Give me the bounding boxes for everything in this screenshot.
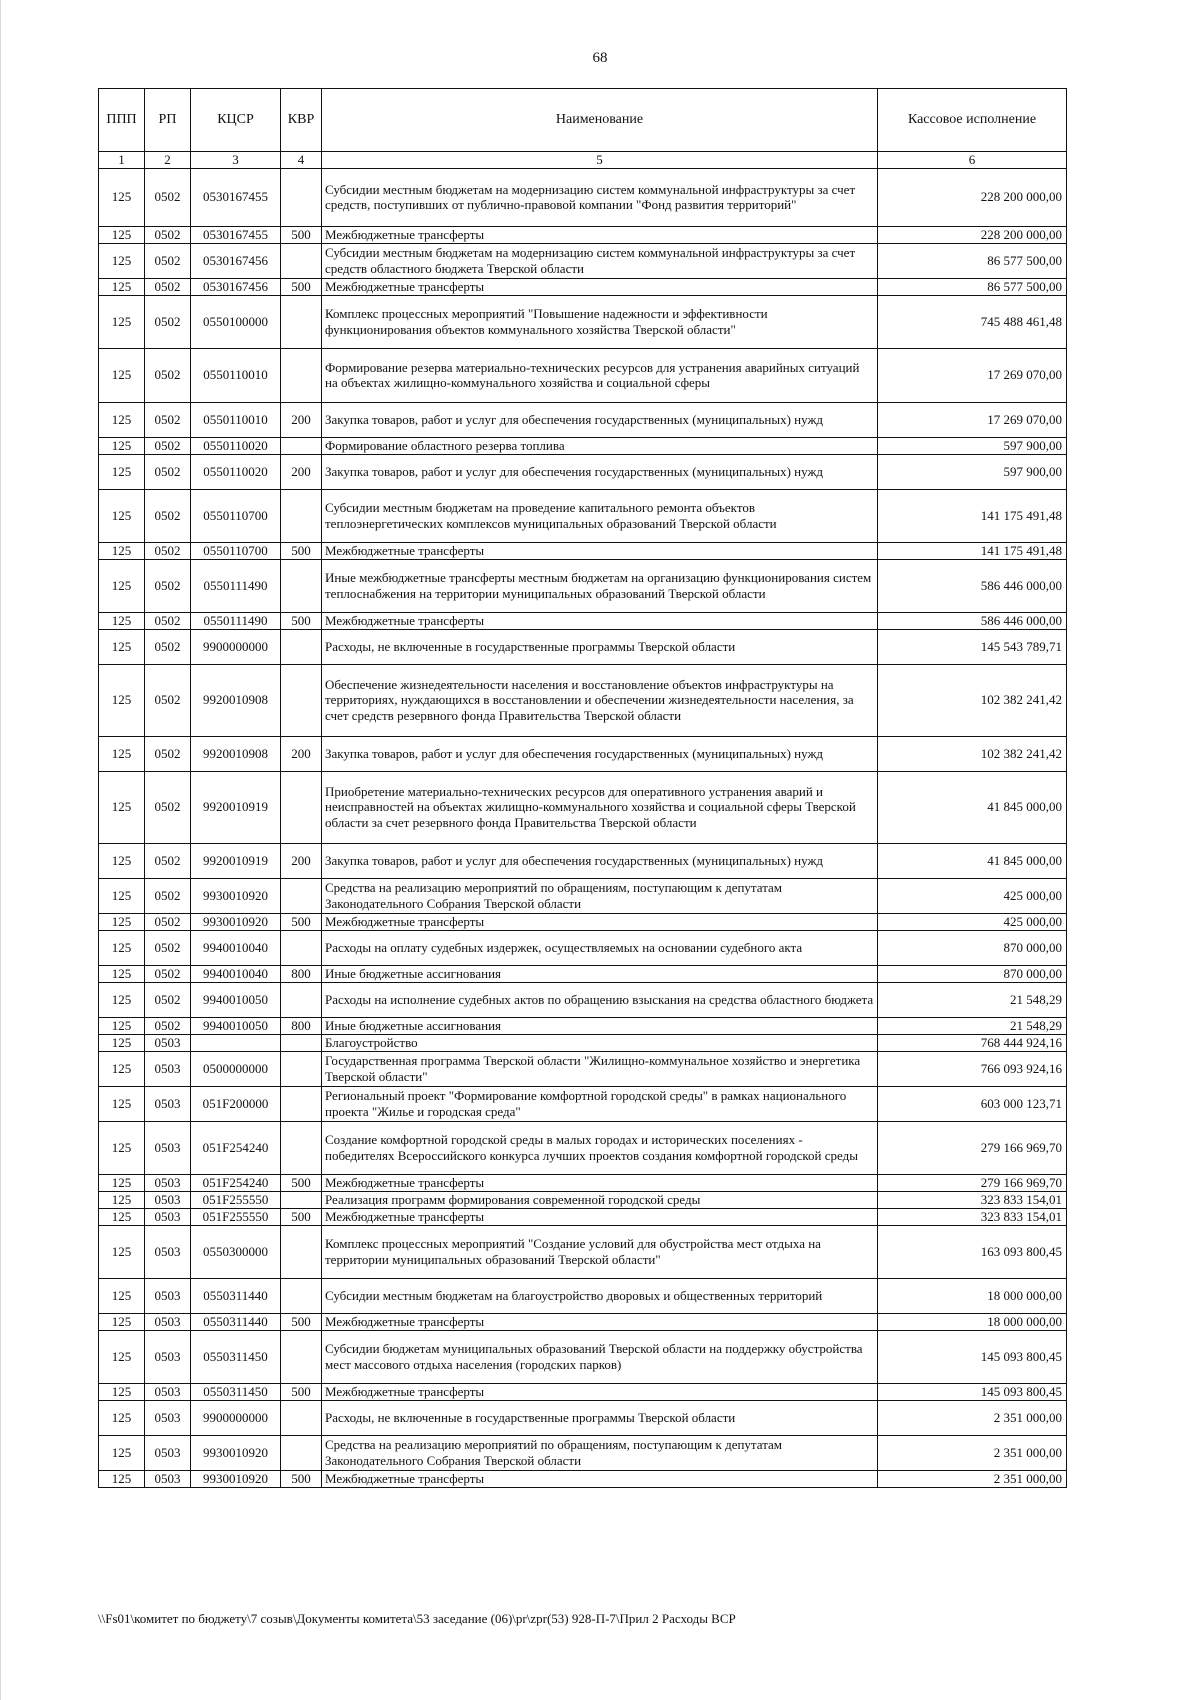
table-row [99, 1051, 1067, 1086]
cell-rp: 0502 [145, 843, 191, 878]
cell-name: Региональный проект "Формирование комфортной городской среды" в рамках национального проекта "Жилье и городская среда" [322, 1086, 878, 1121]
cell-amount: 18 000 000,00 [878, 1278, 1067, 1313]
cell-rp: 0503 [145, 1225, 191, 1278]
table-row [99, 454, 1067, 489]
table-row [99, 736, 1067, 771]
cell-kcsr: 9930010920 [191, 1435, 281, 1470]
cell-ppp: 125 [99, 295, 145, 348]
cell-rp: 0502 [145, 489, 191, 542]
cell-amount: 86 577 500,00 [878, 278, 1067, 295]
table-row [99, 982, 1067, 1017]
cell-amount: 145 093 800,45 [878, 1330, 1067, 1383]
table-row [99, 1383, 1067, 1400]
cell-name: Субсидии местным бюджетам на благоустройство дворовых и общественных территорий [322, 1278, 878, 1313]
cell-amount: 18 000 000,00 [878, 1313, 1067, 1330]
cell-name: Межбюджетные трансферты [322, 1208, 878, 1225]
cell-kvr: 200 [281, 736, 322, 771]
cell-rp: 0503 [145, 1400, 191, 1435]
cell-kvr [281, 295, 322, 348]
table-row [99, 1034, 1067, 1051]
cell-rp: 0502 [145, 664, 191, 736]
cell-amount: 323 833 154,01 [878, 1208, 1067, 1225]
cell-name: Межбюджетные трансферты [322, 278, 878, 295]
cell-ppp: 125 [99, 1208, 145, 1225]
cell-ppp: 125 [99, 402, 145, 437]
cell-ppp: 125 [99, 1086, 145, 1121]
cell-rp: 0502 [145, 1017, 191, 1034]
table-row [99, 629, 1067, 664]
cell-kcsr: 0530167455 [191, 226, 281, 243]
cell-ppp: 125 [99, 771, 145, 843]
cell-kvr [281, 243, 322, 278]
cell-kcsr [191, 1034, 281, 1051]
table-row [99, 612, 1067, 629]
cell-name: Субсидии местным бюджетам на модернизацию систем коммунальной инфраструктуры за счет средств, поступивших от публично-правовой компании "Фонд развития территорий" [322, 168, 878, 226]
cell-kcsr: 0550110020 [191, 454, 281, 489]
cell-rp: 0503 [145, 1383, 191, 1400]
cell-rp: 0503 [145, 1435, 191, 1470]
table-row [99, 664, 1067, 736]
table-row [99, 348, 1067, 402]
table-row [99, 913, 1067, 930]
cell-amount: 17 269 070,00 [878, 348, 1067, 402]
cell-rp: 0502 [145, 542, 191, 559]
cell-kvr: 500 [281, 226, 322, 243]
cell-kvr: 500 [281, 542, 322, 559]
cell-kcsr: 9930010920 [191, 878, 281, 913]
cell-amount: 145 543 789,71 [878, 629, 1067, 664]
cell-kvr: 200 [281, 843, 322, 878]
column-number: 5 [322, 152, 878, 169]
cell-ppp: 125 [99, 1225, 145, 1278]
cell-rp: 0503 [145, 1051, 191, 1086]
cell-amount: 141 175 491,48 [878, 542, 1067, 559]
cell-kvr: 800 [281, 1017, 322, 1034]
cell-ppp: 125 [99, 1470, 145, 1487]
cell-rp: 0503 [145, 1191, 191, 1208]
cell-amount: 102 382 241,42 [878, 664, 1067, 736]
cell-amount: 41 845 000,00 [878, 771, 1067, 843]
cell-ppp: 125 [99, 612, 145, 629]
cell-ppp: 125 [99, 1278, 145, 1313]
cell-name: Средства на реализацию мероприятий по обращениям, поступающим к депутатам Законодательного Собрания Тверской области [322, 878, 878, 913]
column-number: 4 [281, 152, 322, 169]
cell-rp: 0502 [145, 278, 191, 295]
footer-file-path: \\Fs01\комитет по бюджету\7 созыв\Документы комитета\53 заседание (06)\pr\zpr(53) 928-П-7\Прил 2 Расходы ВСР [98, 1611, 736, 1626]
cell-kvr [281, 559, 322, 612]
cell-ppp: 125 [99, 489, 145, 542]
cell-kvr: 800 [281, 965, 322, 982]
cell-kcsr: 9930010920 [191, 1470, 281, 1487]
cell-rp: 0502 [145, 930, 191, 965]
cell-kcsr: 0550311440 [191, 1278, 281, 1313]
cell-amount: 41 845 000,00 [878, 843, 1067, 878]
cell-kcsr: 0550110020 [191, 437, 281, 454]
cell-ppp: 125 [99, 542, 145, 559]
header-name: Наименование [322, 89, 878, 152]
cell-rp: 0502 [145, 437, 191, 454]
cell-name: Закупка товаров, работ и услуг для обеспечения государственных (муниципальных) нужд [322, 454, 878, 489]
page-number: 68 [592, 50, 608, 66]
cell-ppp: 125 [99, 1435, 145, 1470]
cell-kvr [281, 1051, 322, 1086]
table-row [99, 878, 1067, 913]
header-amount: Кассовое исполнение [878, 89, 1067, 152]
cell-kvr: 500 [281, 913, 322, 930]
cell-name: Расходы, не включенные в государственные программы Тверской области [322, 629, 878, 664]
cell-kcsr: 0550100000 [191, 295, 281, 348]
cell-kcsr: 9920010919 [191, 771, 281, 843]
cell-kvr [281, 930, 322, 965]
cell-kcsr: 051F200000 [191, 1086, 281, 1121]
cell-kcsr: 051F255550 [191, 1191, 281, 1208]
cell-amount: 597 900,00 [878, 437, 1067, 454]
table-row [99, 1313, 1067, 1330]
cell-name: Реализация программ формирования современной городской среды [322, 1191, 878, 1208]
cell-kvr [281, 878, 322, 913]
cell-amount: 768 444 924,16 [878, 1034, 1067, 1051]
cell-rp: 0502 [145, 629, 191, 664]
cell-kvr [281, 437, 322, 454]
cell-ppp: 125 [99, 226, 145, 243]
cell-amount: 2 351 000,00 [878, 1400, 1067, 1435]
cell-ppp: 125 [99, 1051, 145, 1086]
table-row [99, 1174, 1067, 1191]
cell-kvr [281, 771, 322, 843]
cell-kvr: 500 [281, 1174, 322, 1191]
cell-kcsr: 9900000000 [191, 629, 281, 664]
cell-kcsr: 051F254240 [191, 1174, 281, 1191]
cell-kvr [281, 168, 322, 226]
cell-ppp: 125 [99, 1121, 145, 1174]
cell-ppp: 125 [99, 930, 145, 965]
cell-kvr: 500 [281, 1313, 322, 1330]
cell-amount: 745 488 461,48 [878, 295, 1067, 348]
table-row [99, 402, 1067, 437]
cell-rp: 0502 [145, 402, 191, 437]
table-row [99, 1278, 1067, 1313]
cell-rp: 0503 [145, 1330, 191, 1383]
cell-amount: 603 000 123,71 [878, 1086, 1067, 1121]
cell-name: Субсидии бюджетам муниципальных образований Тверской области на поддержку обустройства мест массового отдыха населения (городских парков) [322, 1330, 878, 1383]
cell-amount: 870 000,00 [878, 965, 1067, 982]
header-kcsr: КЦСР [191, 89, 281, 152]
cell-ppp: 125 [99, 243, 145, 278]
cell-amount: 279 166 969,70 [878, 1121, 1067, 1174]
cell-kcsr: 0500000000 [191, 1051, 281, 1086]
cell-amount: 597 900,00 [878, 454, 1067, 489]
cell-kvr: 500 [281, 1208, 322, 1225]
cell-kcsr: 051F254240 [191, 1121, 281, 1174]
cell-amount: 425 000,00 [878, 878, 1067, 913]
cell-ppp: 125 [99, 1330, 145, 1383]
cell-rp: 0502 [145, 612, 191, 629]
column-number: 3 [191, 152, 281, 169]
cell-amount: 2 351 000,00 [878, 1470, 1067, 1487]
cell-kcsr: 9940010040 [191, 930, 281, 965]
cell-rp: 0502 [145, 982, 191, 1017]
table-row [99, 168, 1067, 226]
cell-kcsr: 0550300000 [191, 1225, 281, 1278]
cell-kcsr: 9930010920 [191, 913, 281, 930]
cell-kvr: 200 [281, 454, 322, 489]
table-row [99, 1435, 1067, 1470]
cell-rp: 0502 [145, 771, 191, 843]
cell-ppp: 125 [99, 878, 145, 913]
cell-ppp: 125 [99, 278, 145, 295]
table-row [99, 1086, 1067, 1121]
cell-kcsr: 0530167456 [191, 243, 281, 278]
cell-amount: 279 166 969,70 [878, 1174, 1067, 1191]
table-row [99, 559, 1067, 612]
cell-kvr [281, 629, 322, 664]
cell-name: Иные бюджетные ассигнования [322, 965, 878, 982]
cell-rp: 0503 [145, 1086, 191, 1121]
cell-ppp: 125 [99, 965, 145, 982]
cell-name: Межбюджетные трансферты [322, 1174, 878, 1191]
cell-amount: 141 175 491,48 [878, 489, 1067, 542]
cell-amount: 586 446 000,00 [878, 559, 1067, 612]
expenditure-table-wrapper [98, 88, 1066, 1488]
cell-amount: 17 269 070,00 [878, 402, 1067, 437]
cell-ppp: 125 [99, 1017, 145, 1034]
cell-rp: 0503 [145, 1278, 191, 1313]
table-row [99, 1208, 1067, 1225]
cell-amount: 425 000,00 [878, 913, 1067, 930]
cell-rp: 0503 [145, 1121, 191, 1174]
cell-ppp: 125 [99, 913, 145, 930]
cell-kcsr: 0550110700 [191, 489, 281, 542]
cell-kvr [281, 1278, 322, 1313]
cell-amount: 145 093 800,45 [878, 1383, 1067, 1400]
cell-name: Межбюджетные трансферты [322, 1313, 878, 1330]
header-kvr: КВР [281, 89, 322, 152]
cell-name: Закупка товаров, работ и услуг для обеспечения государственных (муниципальных) нужд [322, 736, 878, 771]
cell-name: Обеспечение жизнедеятельности населения и восстановление объектов инфраструктуры на территориях, нуждающихся в восстановлении и обеспечении жизнедеятельности населения, за счет средств резервного фонда Правительства Тверской области [322, 664, 878, 736]
expenditure-table [98, 88, 1067, 1488]
table-row [99, 1017, 1067, 1034]
cell-kcsr: 0550110700 [191, 542, 281, 559]
cell-name: Межбюджетные трансферты [322, 542, 878, 559]
cell-ppp: 125 [99, 454, 145, 489]
cell-kvr: 500 [281, 278, 322, 295]
cell-kcsr: 0550110010 [191, 348, 281, 402]
cell-kvr: 500 [281, 1470, 322, 1487]
cell-kvr [281, 1435, 322, 1470]
cell-kvr [281, 1400, 322, 1435]
cell-rp: 0502 [145, 226, 191, 243]
cell-ppp: 125 [99, 1174, 145, 1191]
cell-name: Расходы на исполнение судебных актов по обращению взыскания на средства областного бюджета [322, 982, 878, 1017]
cell-kvr [281, 1330, 322, 1383]
cell-ppp: 125 [99, 1400, 145, 1435]
cell-name: Благоустройство [322, 1034, 878, 1051]
cell-ppp: 125 [99, 437, 145, 454]
cell-kcsr: 9900000000 [191, 1400, 281, 1435]
cell-name: Приобретение материально-технических ресурсов для оперативного устранения аварий и неисправностей на объектах жилищно-коммунального хозяйства и социальной сферы Тверской области за счет резервного фонда Правительства Тверской области [322, 771, 878, 843]
cell-kvr: 500 [281, 1383, 322, 1400]
cell-ppp: 125 [99, 168, 145, 226]
cell-kcsr: 9940010050 [191, 982, 281, 1017]
table-row [99, 243, 1067, 278]
cell-name: Межбюджетные трансферты [322, 913, 878, 930]
cell-name: Межбюджетные трансферты [322, 1383, 878, 1400]
cell-kcsr: 9940010040 [191, 965, 281, 982]
cell-amount: 870 000,00 [878, 930, 1067, 965]
cell-ppp: 125 [99, 559, 145, 612]
cell-kvr [281, 664, 322, 736]
header-rp: РП [145, 89, 191, 152]
table-row [99, 278, 1067, 295]
cell-rp: 0502 [145, 243, 191, 278]
cell-kvr [281, 348, 322, 402]
cell-name: Формирование резерва материально-технических ресурсов для устранения аварийных ситуаций на объектах жилищно-коммунального хозяйства и социальной сферы [322, 348, 878, 402]
cell-kcsr: 9940010050 [191, 1017, 281, 1034]
cell-kvr: 500 [281, 612, 322, 629]
cell-rp: 0503 [145, 1034, 191, 1051]
cell-name: Формирование областного резерва топлива [322, 437, 878, 454]
cell-amount: 228 200 000,00 [878, 168, 1067, 226]
cell-amount: 323 833 154,01 [878, 1191, 1067, 1208]
cell-rp: 0503 [145, 1174, 191, 1191]
cell-ppp: 125 [99, 1034, 145, 1051]
cell-kcsr: 051F255550 [191, 1208, 281, 1225]
cell-rp: 0503 [145, 1470, 191, 1487]
cell-name: Расходы, не включенные в государственные программы Тверской области [322, 1400, 878, 1435]
cell-kcsr: 9920010908 [191, 664, 281, 736]
cell-name: Субсидии местным бюджетам на модернизацию систем коммунальной инфраструктуры за счет средств областного бюджета Тверской области [322, 243, 878, 278]
cell-kvr: 200 [281, 402, 322, 437]
table-row [99, 930, 1067, 965]
cell-rp: 0502 [145, 348, 191, 402]
column-number-row [99, 152, 1067, 169]
cell-name: Создание комфортной городской среды в малых городах и исторических поселениях - победителях Всероссийского конкурса лучших проектов создания комфортной городской среды [322, 1121, 878, 1174]
table-body [99, 168, 1067, 1487]
cell-kvr [281, 1034, 322, 1051]
table-row [99, 1121, 1067, 1174]
cell-name: Межбюджетные трансферты [322, 1470, 878, 1487]
cell-ppp: 125 [99, 1383, 145, 1400]
cell-amount: 586 446 000,00 [878, 612, 1067, 629]
cell-rp: 0502 [145, 454, 191, 489]
header-ppp: ППП [99, 89, 145, 152]
cell-kvr [281, 1191, 322, 1208]
cell-amount: 86 577 500,00 [878, 243, 1067, 278]
cell-name: Субсидии местным бюджетам на проведение капитального ремонта объектов теплоэнергетических комплексов муниципальных образований Тверской области [322, 489, 878, 542]
cell-amount: 102 382 241,42 [878, 736, 1067, 771]
cell-kvr [281, 1121, 322, 1174]
cell-kvr [281, 1225, 322, 1278]
cell-kvr [281, 489, 322, 542]
cell-ppp: 125 [99, 664, 145, 736]
table-row [99, 295, 1067, 348]
cell-kvr [281, 1086, 322, 1121]
cell-ppp: 125 [99, 629, 145, 664]
cell-rp: 0502 [145, 295, 191, 348]
cell-rp: 0503 [145, 1208, 191, 1225]
cell-kcsr: 0550111490 [191, 559, 281, 612]
cell-ppp: 125 [99, 982, 145, 1017]
table-row [99, 542, 1067, 559]
table-row [99, 1400, 1067, 1435]
table-row [99, 489, 1067, 542]
cell-rp: 0502 [145, 965, 191, 982]
cell-name: Комплекс процессных мероприятий "Создание условий для обустройства мест отдыха на территории муниципальных образований Тверской области" [322, 1225, 878, 1278]
cell-name: Иные межбюджетные трансферты местным бюджетам на организацию функционирования систем теплоснабжения на территории муниципальных образований Тверской области [322, 559, 878, 612]
cell-ppp: 125 [99, 1191, 145, 1208]
cell-ppp: 125 [99, 736, 145, 771]
table-row [99, 437, 1067, 454]
cell-rp: 0502 [145, 168, 191, 226]
table-row [99, 226, 1067, 243]
cell-kcsr: 0550111490 [191, 612, 281, 629]
column-number: 6 [878, 152, 1067, 169]
column-number: 2 [145, 152, 191, 169]
cell-name: Закупка товаров, работ и услуг для обеспечения государственных (муниципальных) нужд [322, 843, 878, 878]
cell-ppp: 125 [99, 348, 145, 402]
page-edge-line [0, 0, 1, 1700]
cell-name: Иные бюджетные ассигнования [322, 1017, 878, 1034]
table-row [99, 1191, 1067, 1208]
cell-amount: 766 093 924,16 [878, 1051, 1067, 1086]
cell-ppp: 125 [99, 1313, 145, 1330]
cell-kcsr: 0550110010 [191, 402, 281, 437]
cell-name: Комплекс процессных мероприятий "Повышение надежности и эффективности функционирования объектов коммунального хозяйства Тверской области" [322, 295, 878, 348]
table-row [99, 1330, 1067, 1383]
table-row [99, 843, 1067, 878]
cell-name: Межбюджетные трансферты [322, 226, 878, 243]
cell-name: Расходы на оплату судебных издержек, осуществляемых на основании судебного акта [322, 930, 878, 965]
table-row [99, 1225, 1067, 1278]
cell-kcsr: 9920010908 [191, 736, 281, 771]
cell-amount: 228 200 000,00 [878, 226, 1067, 243]
cell-rp: 0502 [145, 913, 191, 930]
cell-ppp: 125 [99, 843, 145, 878]
cell-amount: 163 093 800,45 [878, 1225, 1067, 1278]
cell-kcsr: 0550311450 [191, 1330, 281, 1383]
cell-name: Межбюджетные трансферты [322, 612, 878, 629]
table-row [99, 1470, 1067, 1487]
cell-name: Государственная программа Тверской области "Жилищно-коммунальное хозяйство и энергетика Тверской области" [322, 1051, 878, 1086]
table-row [99, 965, 1067, 982]
cell-name: Закупка товаров, работ и услуг для обеспечения государственных (муниципальных) нужд [322, 402, 878, 437]
cell-amount: 2 351 000,00 [878, 1435, 1067, 1470]
cell-rp: 0502 [145, 736, 191, 771]
cell-name: Средства на реализацию мероприятий по обращениям, поступающим к депутатам Законодательного Собрания Тверской области [322, 1435, 878, 1470]
cell-kcsr: 9920010919 [191, 843, 281, 878]
cell-amount: 21 548,29 [878, 1017, 1067, 1034]
cell-kcsr: 0550311440 [191, 1313, 281, 1330]
cell-rp: 0503 [145, 1313, 191, 1330]
table-row [99, 771, 1067, 843]
cell-amount: 21 548,29 [878, 982, 1067, 1017]
cell-rp: 0502 [145, 878, 191, 913]
column-number: 1 [99, 152, 145, 169]
cell-kvr [281, 982, 322, 1017]
header-row [99, 89, 1067, 152]
cell-kcsr: 0550311450 [191, 1383, 281, 1400]
cell-rp: 0502 [145, 559, 191, 612]
cell-kcsr: 0530167456 [191, 278, 281, 295]
cell-kcsr: 0530167455 [191, 168, 281, 226]
